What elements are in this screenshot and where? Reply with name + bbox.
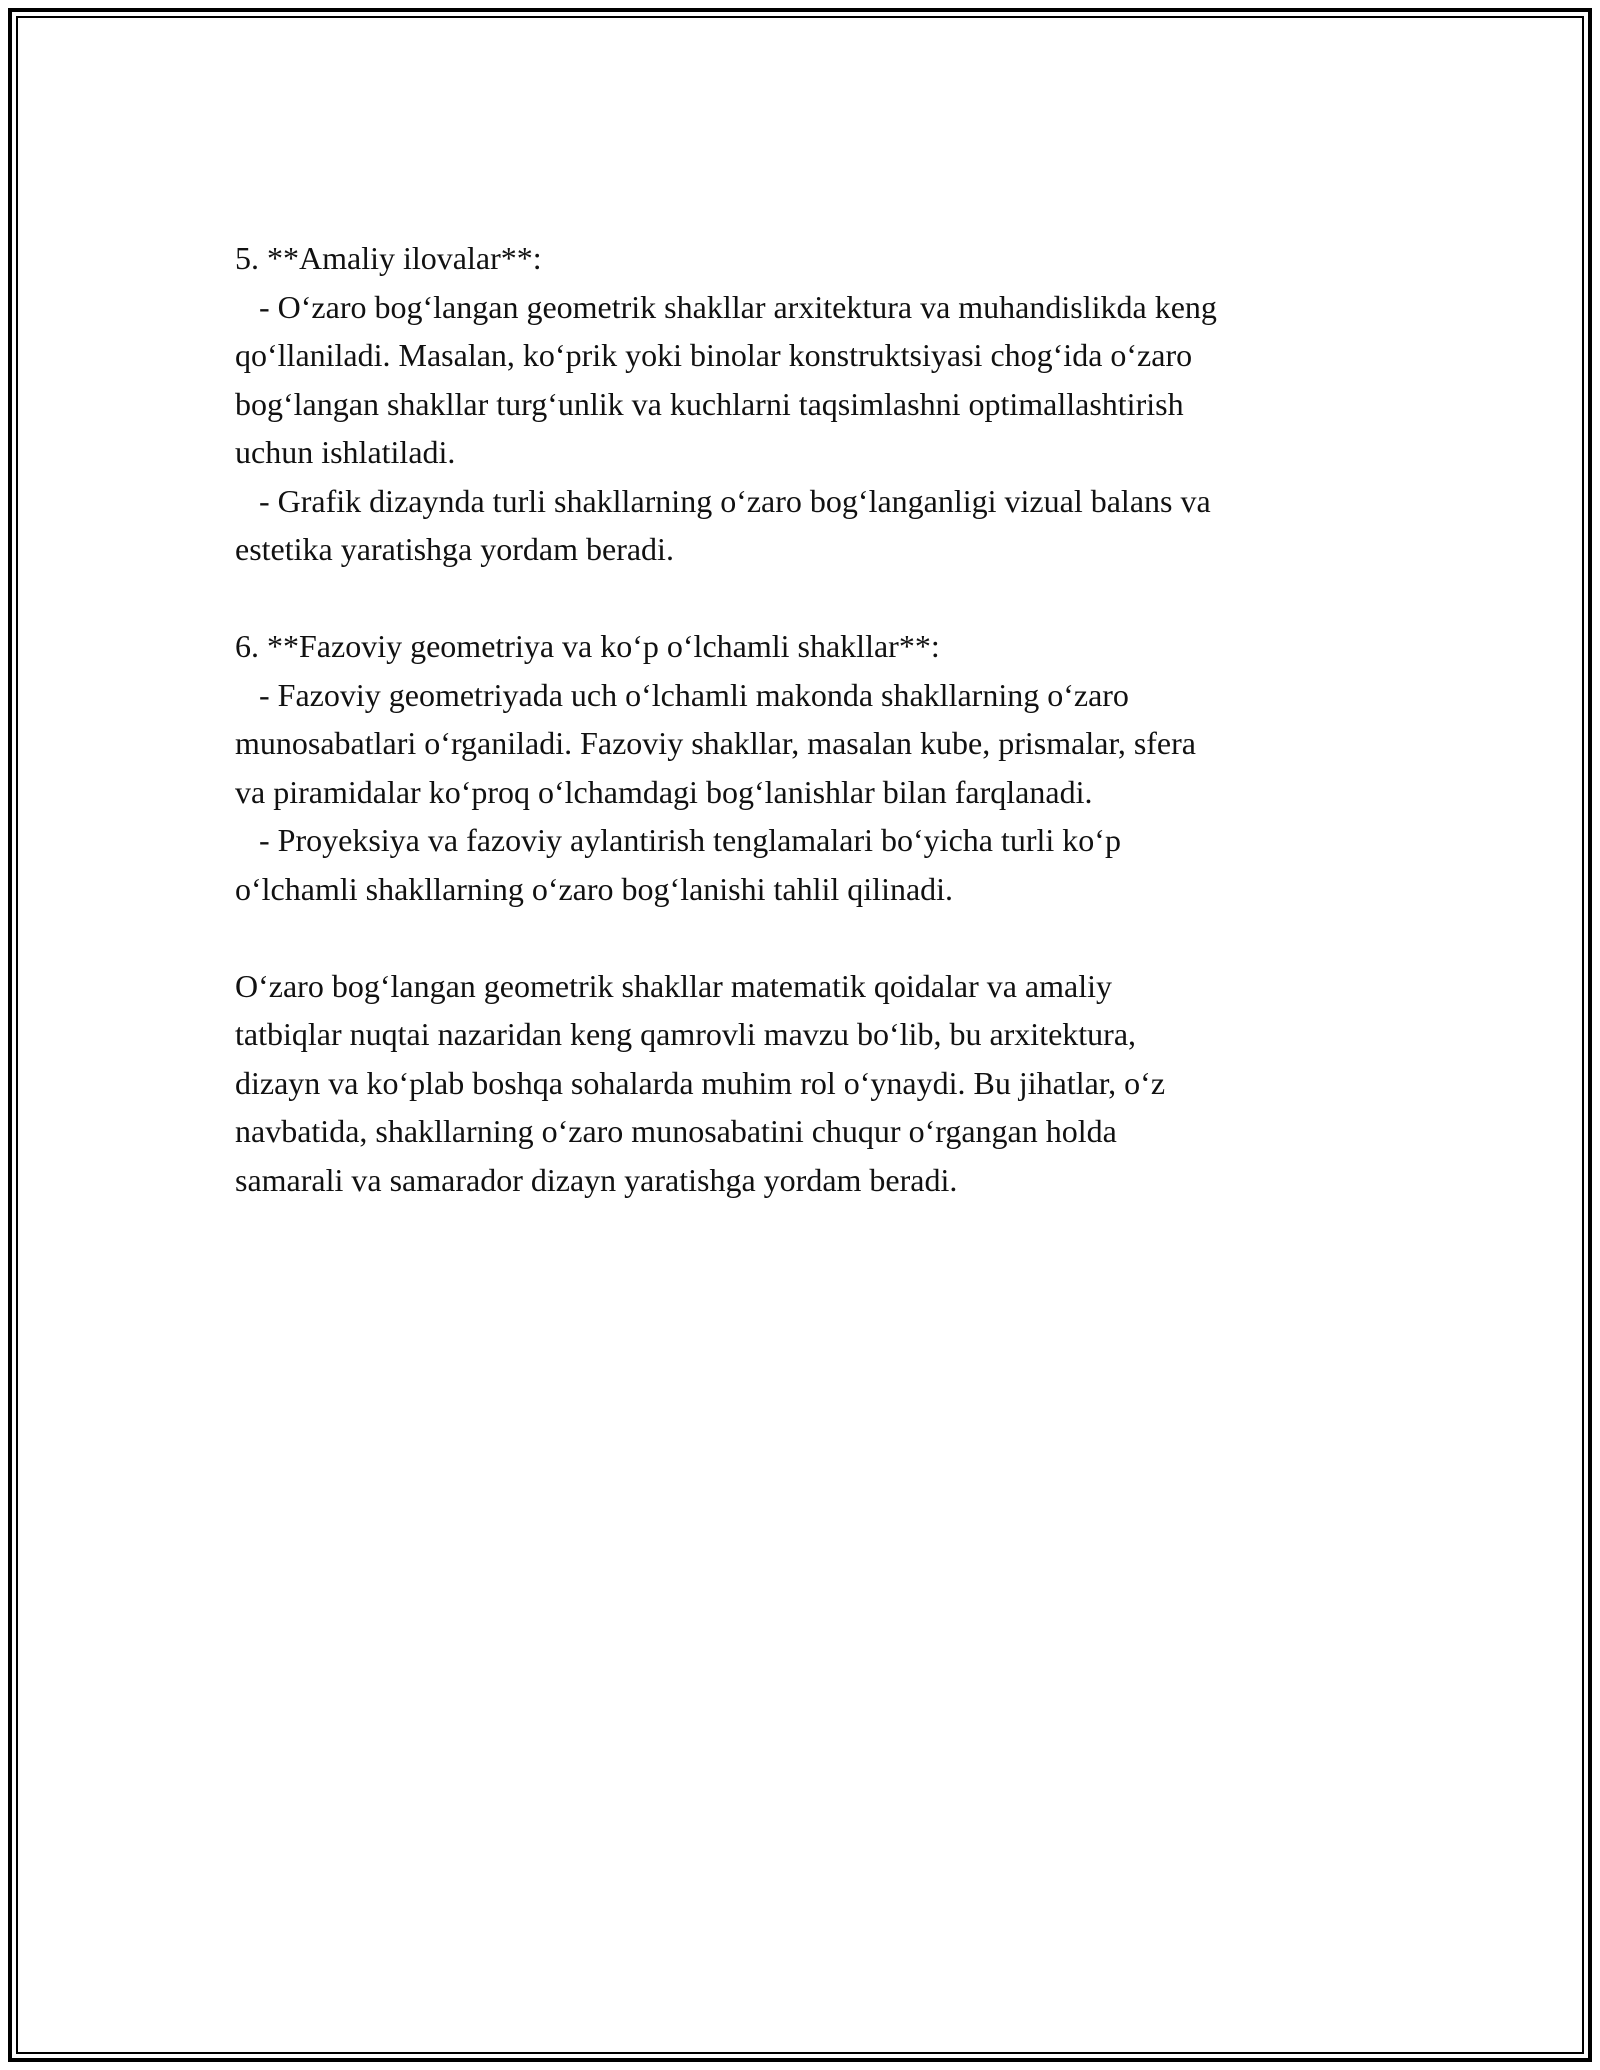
paragraph-line: va piramidalar ko‘proq o‘lchamdagi bog‘lanishlar bilan farqlanadi. [235,773,1093,810]
paragraph-line: - Fazoviy geometriyada uch o‘lchamli makonda shakllarning o‘zaro [235,676,1129,713]
paragraph-line: estetika yaratishga yordam beradi. [235,531,674,567]
paragraph-line: dizayn va ko‘plab boshqa sohalarda muhim rol o‘ynaydi. Bu jihatlar, o‘z [235,1064,1166,1101]
paragraph-line: tatbiqlar nuqtai nazaridan keng qamrovli mavzu bo‘lib, bu arxitektura, [235,1016,1137,1052]
section-5-bullet-2 [235,477,1365,574]
paragraph-line: navbatida, shakllarning o‘zaro munosabatini chuqur o‘rgangan holda [235,1113,1117,1149]
paragraph-line: munosabatlari o‘rganiladi. Fazoviy shakllar, masalan kube, prismalar, sfera [235,725,1196,761]
section-6-bullet-2 [235,816,1365,913]
paragraph-line: o‘lchamli shakllarning o‘zaro bog‘lanishi tahlil qilinadi. [235,870,954,907]
paragraph-line: bog‘langan shakllar turg‘unlik va kuchlarni taqsimlashni optimallashtirish [235,385,1184,422]
paragraph-line: O‘zaro bog‘langan geometrik shakllar matematik qoidalar va amaliy [235,967,1112,1004]
paragraph-spacer [235,574,1365,623]
section-6 [235,622,1365,913]
section-6-bullet-1 [235,671,1365,817]
section-6-heading: 6. **Fazoviy geometriya va ko‘p o‘lchamli shakllar**: [235,628,940,664]
paragraph-line: uchun ishlatiladi. [235,434,456,470]
document-body [235,234,1365,1204]
paragraph-line: - O‘zaro bog‘langan geometrik shakllar arxitektura va muhandislikda keng [235,288,1217,325]
paragraph-line: samarali va samarador dizayn yaratishga yordam beradi. [235,1161,958,1198]
section-5 [235,234,1365,574]
paragraph-line: - Proyeksiya va fazoviy aylantirish tenglamalari bo‘yicha turli ko‘p [235,822,1121,858]
section-5-heading: 5. **Amaliy ilovalar**: [235,240,542,276]
section-5-bullet-1 [235,283,1365,477]
paragraph-line: - Grafik dizaynda turli shakllarning o‘zaro bog‘langanligi vizual balans va [235,482,1211,519]
conclusion-paragraph [235,962,1365,1205]
paragraph-line: qo‘llaniladi. Masalan, ko‘prik yoki binolar konstruktsiyasi chog‘ida o‘zaro [235,337,1193,373]
paragraph-spacer [235,913,1365,962]
